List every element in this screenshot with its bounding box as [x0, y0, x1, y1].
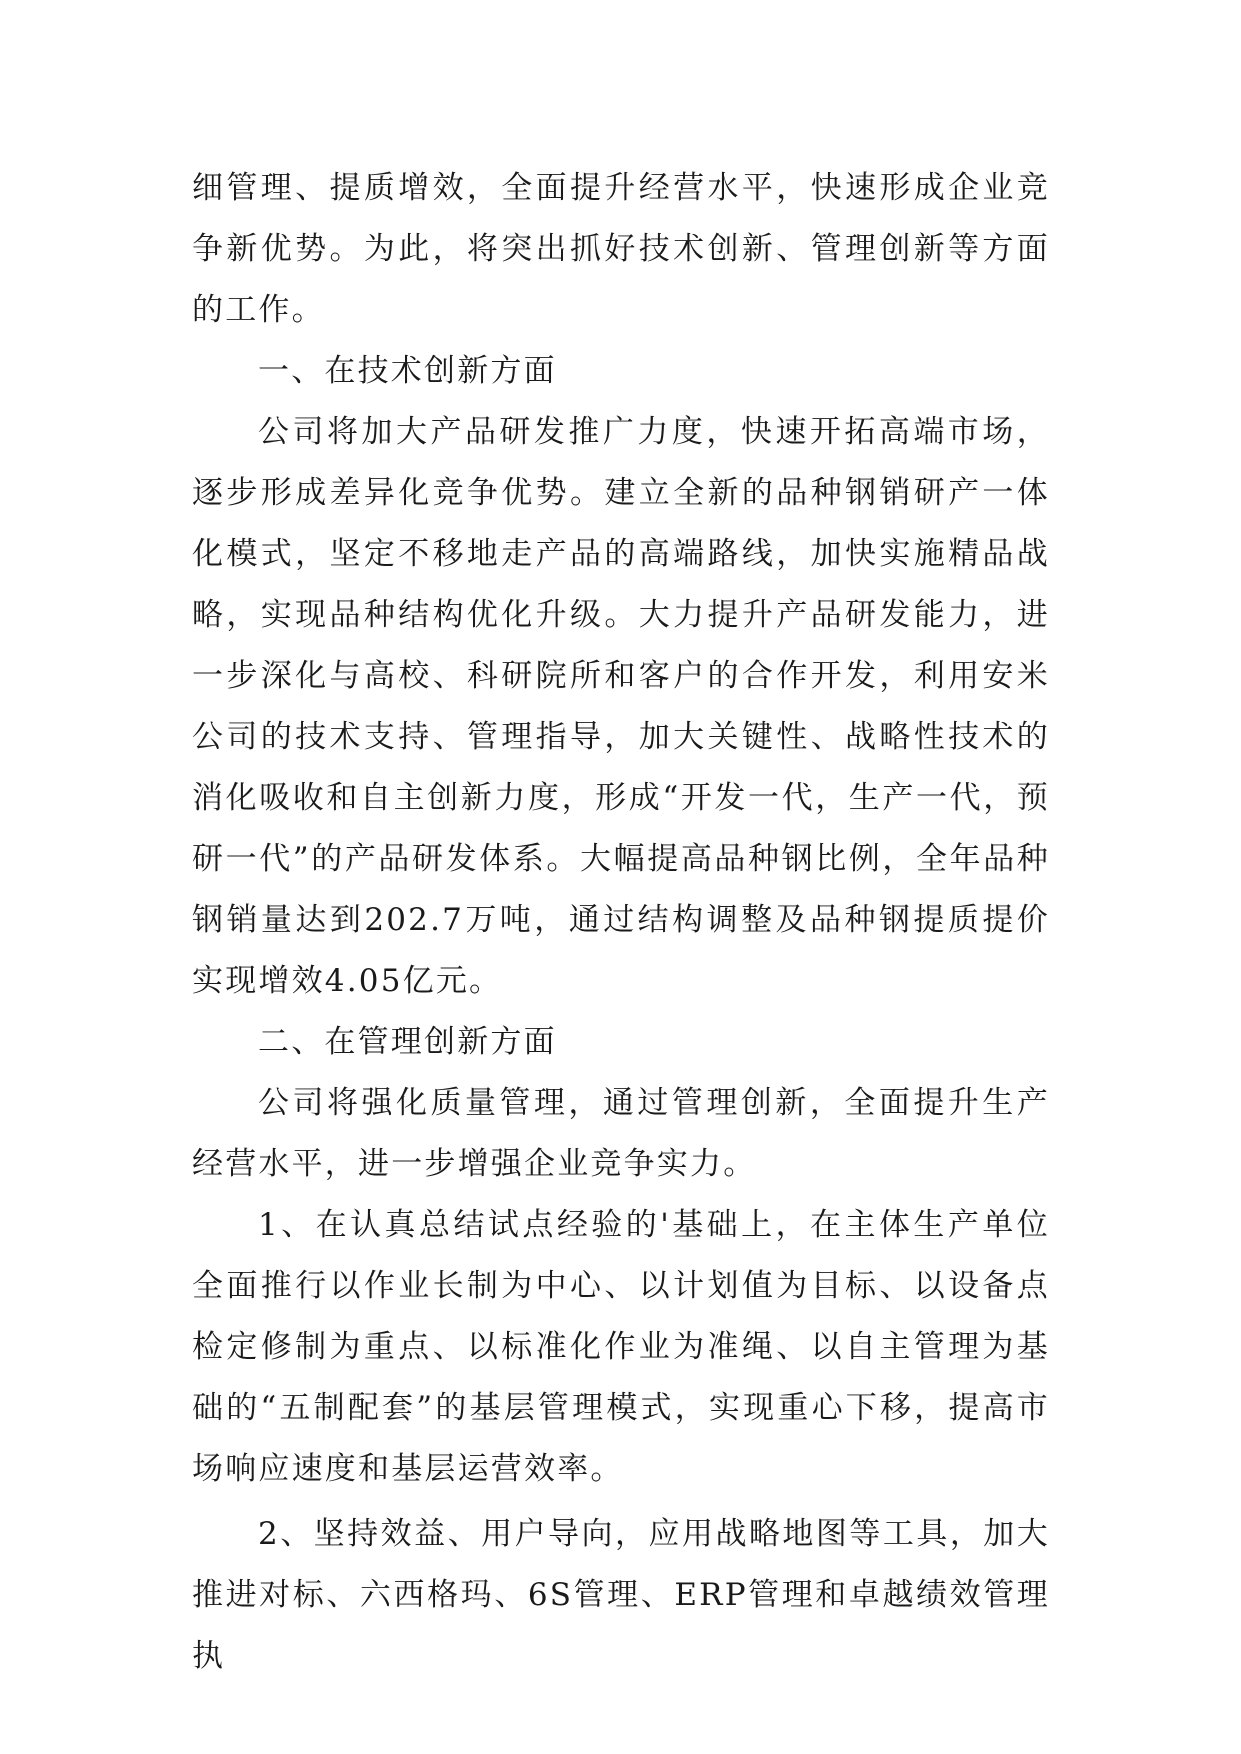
paragraph-management-item-2: 2、坚持效益、用户导向，应用战略地图等工具，加大推进对标、六西格玛、6S管理、ERP管理和卓越绩效管理执 [192, 1516, 1050, 1674]
paragraph-management-intro: 公司将强化质量管理，通过管理创新，全面提升生产经营水平，进一步增强企业竞争实力。 [192, 1085, 1050, 1182]
paragraph-continuation: 细管理、提质增效，全面提升经营水平，快速形成企业竞争新优势。为此，将突出抓好技术创新、管理创新等方面的工作。 [192, 170, 1050, 328]
document-body [192, 158, 1050, 1687]
section-heading-technology: 一、在技术创新方面 [258, 353, 557, 389]
paragraph-management-item-1: 1、在认真总结试点经验的'基础上，在主体生产单位全面推行以作业长制为中心、以计划值为目标、以设备点检定修制为重点、以标准化作业为准绳、以自主管理为基础的“五制配套”的基层管理模式，实现重心下移，提高市场响应速度和基层运营效率。 [192, 1207, 1050, 1487]
section-heading-management: 二、在管理创新方面 [258, 1024, 557, 1060]
paragraph-technology: 公司将加大产品研发推广力度，快速开拓高端市场，逐步形成差异化竞争优势。建立全新的品种钢销研产一体化模式，坚定不移地走产品的高端路线，加快实施精品战略，实现品种结构优化升级。大力提升产品研发能力，进一步深化与高校、科研院所和客户的合作开发，利用安米公司的技术支持、管理指导，加大关键性、战略性技术的消化吸收和自主创新力度，形成“开发一代，生产一代，预研一代”的产品研发体系。大幅提高品种钢比例，全年品种钢销量达到202.7万吨，通过结构调整及品种钢提质提价实现增效4.05亿元。 [192, 414, 1050, 999]
